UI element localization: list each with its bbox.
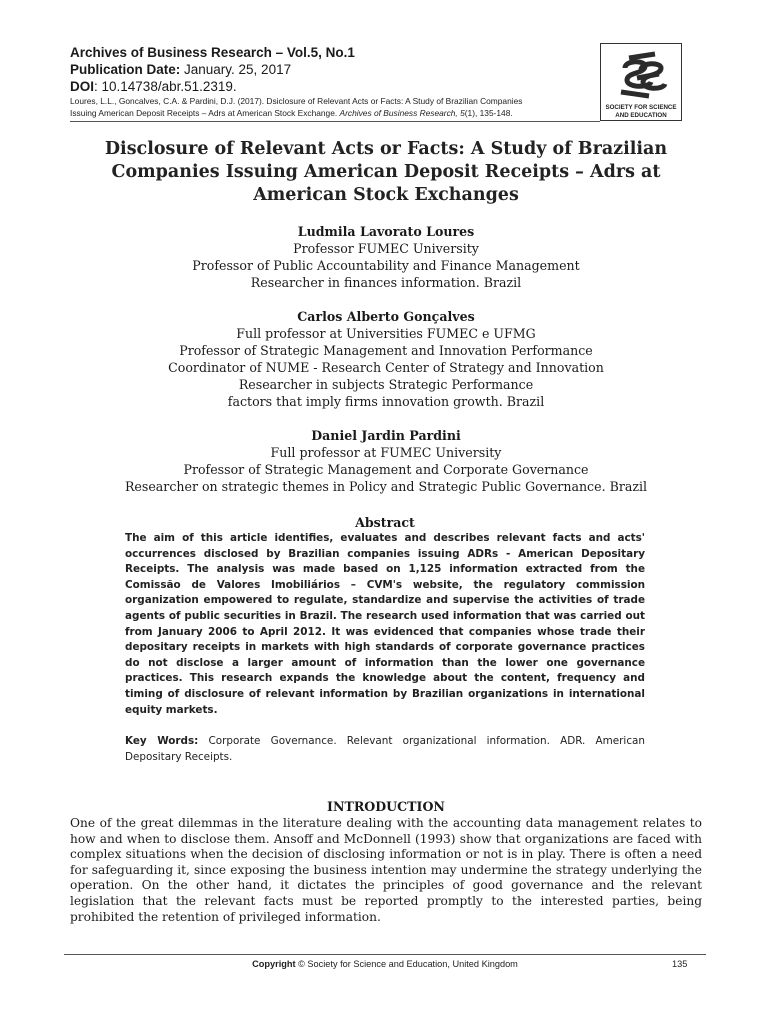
abstract-section	[125, 515, 645, 765]
publication-date-value: January. 25, 2017	[180, 62, 292, 77]
title-line-1: Disclosure of Relevant Acts or Facts: A Study of Brazilian	[104, 139, 668, 159]
copyright-label: Copyright	[252, 959, 296, 969]
author-affiliation: Professor FUMEC University	[293, 241, 479, 256]
author-affiliation: Professor of Strategic Management and Corporate Governance	[183, 462, 589, 477]
keywords-value: Corporate Governance. Relevant organizational information. ADR. American Depositary Receipts.	[125, 735, 645, 763]
citation-line-2	[70, 107, 590, 119]
journal-volume	[70, 44, 590, 61]
citation-pages: (1), 135-148.	[464, 108, 513, 118]
author-list	[70, 223, 702, 512]
page-number: 135	[672, 959, 688, 969]
article-title	[70, 138, 702, 207]
copyright-text: © Society for Science and Education, United Kingdom	[295, 959, 518, 969]
author-affiliation: Coordinator of NUME - Research Center of Strategy and Innovation	[168, 360, 604, 375]
author-name: Ludmila Lavorato Loures	[297, 224, 475, 239]
introduction-body: One of the great dilemmas in the literature dealing with the accounting data management relates to how and when to disclose them. Ansoff and McDonnell (1993) show that organizations are faced with complex situations when the decision of disclosing information or not is in play. There is often a need for safeguarding it, since exposing the business intention may undermine the strategy underlying the operation. On the other hand, it dictates the principles of good governance and the relevant legislation that the relevant facts must be reported promptly to the interested parties, being prohibited the retention of privileged information.	[70, 816, 702, 924]
journal-header	[70, 44, 590, 119]
author-name: Carlos Alberto Gonçalves	[297, 309, 475, 324]
doi-label: DOI	[70, 79, 95, 94]
author-block	[70, 308, 702, 410]
publication-date-label: Publication Date:	[70, 62, 181, 77]
logo-caption-line-2: AND EDUCATION	[615, 111, 667, 119]
author-affiliation: Full professor at Universities FUMEC e UFMG	[236, 326, 536, 341]
copyright	[0, 958, 770, 970]
author-affiliation: Researcher on strategic themes in Policy and Strategic Public Governance. Brazil	[124, 479, 648, 494]
abstract-heading: Abstract	[355, 515, 415, 530]
citation-journal: Archives of Business Research, 5	[339, 108, 465, 118]
author-affiliation: Researcher in subjects Strategic Performance	[238, 377, 534, 392]
abstract-body: The aim of this article identifies, evaluates and describes relevant facts and acts' occurrences disclosed by Brazilian companies issuing ADRs - American Depositary Receipts. The analysis was made based on 1,125 information extracted from the Comissão de Valores Imobiliários – CVM's website, the regulatory commission organization empowered to regulate, standardize and supervise the activities of trade agents of public securities in Brazil. The research used information that was carried out from January 2006 to April 2012. It was evidenced that companies whose trade their depositary receipts in markets with high standards of corporate governance practices do not disclose a larger amount of information than the lower one governance practices. This research expands the knowledge about the content, frequency and timing of disclosure of relevant information by Brazilian organizations in international equity markets.	[125, 532, 645, 716]
journal-volume-text: Archives of Business Research – Vol.5, No.1	[70, 45, 355, 60]
citation-line-1: Loures, L.L., Goncalves, C.A. & Pardini, D.J. (2017). Dsiclosure of Relevant Acts or Facts: A Study of Brazilian Companies	[70, 96, 523, 106]
author-affiliation: Researcher in finances information. Brazil	[250, 275, 522, 290]
logo-caption-line-1: SOCIETY FOR SCIENCE	[605, 104, 677, 111]
footer-rule	[64, 954, 706, 955]
citation-text: Issuing American Deposit Receipts – Adrs at American Stock Exchange.	[70, 108, 340, 118]
title-line-3: American Stock Exchanges	[253, 185, 519, 205]
publication-date	[70, 61, 590, 78]
keywords	[125, 734, 645, 765]
author-block	[70, 223, 702, 291]
author-affiliation: Professor of Public Accountability and Finance Management	[192, 258, 580, 273]
introduction-heading: INTRODUCTION	[327, 799, 445, 814]
logo-caption	[601, 104, 681, 119]
author-block	[70, 427, 702, 495]
title-line-2: Companies Issuing American Deposit Receipts – Adrs at	[111, 162, 661, 182]
author-affiliation: factors that imply firms innovation growth. Brazil	[227, 394, 545, 409]
sse-logo-icon	[615, 48, 669, 102]
keywords-label: Key Words:	[125, 735, 199, 748]
header-rule	[70, 121, 600, 122]
author-name: Daniel Jardin Pardini	[311, 428, 461, 443]
author-affiliation: Professor of Strategic Management and Innovation Performance	[179, 343, 593, 358]
society-logo	[600, 43, 682, 121]
doi	[70, 78, 590, 95]
author-affiliation: Full professor at FUMEC University	[270, 445, 502, 460]
doi-value[interactable]: : 10.14738/abr.51.2319.	[94, 79, 237, 94]
